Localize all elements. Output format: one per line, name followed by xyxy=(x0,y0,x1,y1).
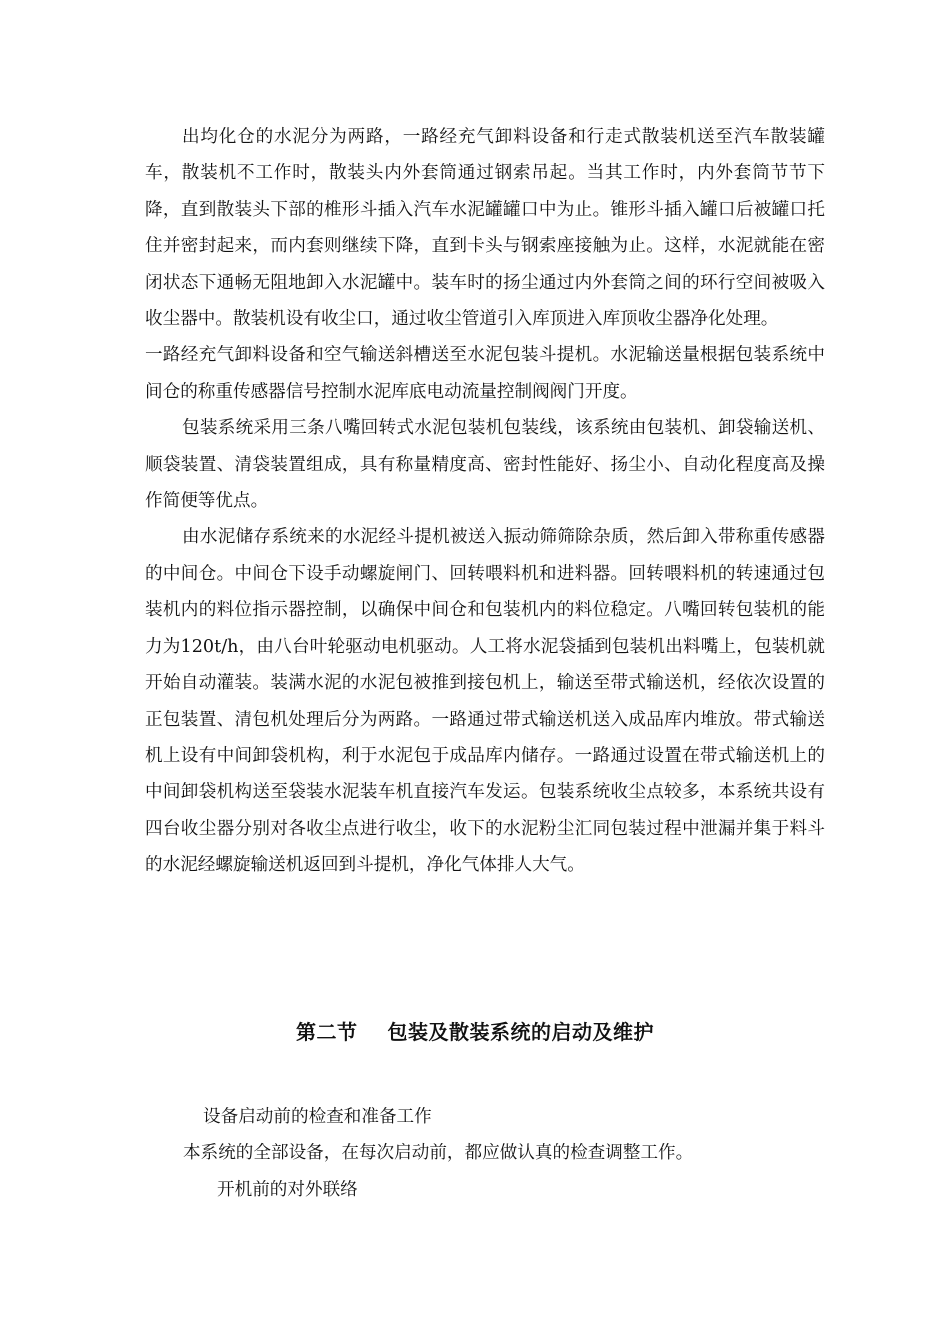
section-title: 包装及散装系统的启动及维护 xyxy=(387,1020,654,1044)
subsection-inspection-note: 本系统的全部设备，在每次启动前，都应做认真的检查调整工作。 xyxy=(183,1143,694,1163)
paragraph-packing-system: 包装系统采用三条八嘴回转式水泥包装机包装线，该系统由包装机、卸袋输送机、顺袋装置、清袋装置组成，具有称量精度高、密封性能好、扬尘小、自动化程度高及操作简便等优点。 xyxy=(145,418,825,512)
paragraph-packing-process: 由水泥储存系统来的水泥经斗提机被送入振动筛筛除杂质，然后卸入带称重传感器的中间仓。中间仓下设手动螺旋闸门、回转喂料机和进料器。回转喂料机的转速通过包装机内的料位指示器控制，以确保中间仓和包装机内的料位稳定。八嘴回转包装机的能力为120t/h，由八台叶轮驱动电机驱动。人工将水泥袋插到包装机出料嘴上，包装机就开始自动灌装。装满水泥的水泥包被推到接包机上，输送至带式输送机，经依次设置的正包装置、清包机处理后分为两路。一路通过带式输送机送入成品库内堆放。带式输送机上设有中间卸袋机构，利于水泥包于成品库内储存。一路通过设置在带式输送机上的中间卸袋机构送至袋装水泥装车机直接汽车发运。包装系统收尘点较多，本系统共设有四台收尘器分别对各收尘点进行收尘，收下的水泥粉尘汇同包装过程中泄漏并集于料斗的水泥经螺旋输送机返回到斗提机，净化气体排人大气。 xyxy=(145,527,825,876)
section-heading xyxy=(0,1014,950,1050)
section-number: 第二节 xyxy=(296,1020,358,1044)
paragraph-bulk-loading: 出均化仓的水泥分为两路，一路经充气卸料设备和行走式散装机送至汽车散装罐车，散装机不工作时，散装头内外套筒通过钢索吊起。当其工作时，内外套筒节节下降，直到散装头下部的椎形斗插入汽车水泥罐罐口中为止。锥形斗插入罐口后被罐口托住并密封起来，而内套则继续下降，直到卡头与钢索座接触为止。这样，水泥就能在密闭状态下通畅无阻地卸入水泥罐中。装车时的扬尘通过内外套筒之间的环行空间被吸入收尘器中。散装机设有收尘口，通过收尘管道引入库顶进入库顶收尘器净化处理。 xyxy=(145,127,825,330)
subsection-liaison: 开机前的对外联络 xyxy=(217,1180,358,1200)
body-text xyxy=(145,119,825,884)
paragraph-bag-route: 一路经充气卸料设备和空气输送斜槽送至水泥包装斗提机。水泥输送量根据包装系统中间仓的称重传感器信号控制水泥库底电动流量控制阀阀门开度。 xyxy=(145,345,825,402)
subsection-inspection: 设备启动前的检查和准备工作 xyxy=(203,1107,432,1127)
